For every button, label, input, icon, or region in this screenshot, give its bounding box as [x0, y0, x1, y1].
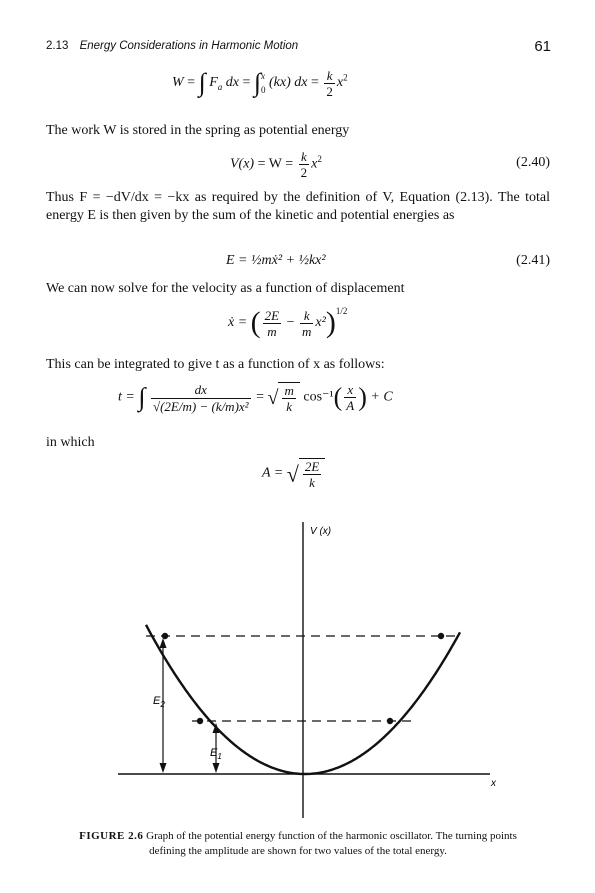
eq-term: m: [284, 383, 294, 398]
eq-term: dx: [151, 383, 251, 399]
paragraph-3: We can now solve for the velocity as a function of displacement: [46, 281, 405, 296]
sqrt-sign: √: [286, 461, 299, 487]
eq-term: x: [261, 71, 266, 81]
eq-term: =: [242, 75, 251, 91]
paragraph-4: This can be integrated to give t as a function of x as follows:: [46, 357, 385, 372]
equation-energy: E = ½mẋ² + ½kx²: [226, 253, 326, 268]
eq-term: x: [344, 383, 356, 398]
paragraph-1: The work W is stored in the spring as potential energy: [46, 123, 350, 138]
eq-term: 2: [326, 83, 333, 99]
y-axis-label: V (x): [310, 526, 332, 537]
eq-term: √(2E/m) − (k/m)x²: [152, 398, 249, 414]
equation-number-2-40: (2.40): [516, 155, 550, 170]
eq-term: x²: [315, 315, 326, 331]
eq-term: =: [187, 75, 196, 91]
turning-point-e2-left: [162, 633, 168, 639]
eq-term: a: [217, 82, 223, 93]
eq-term: 0: [261, 85, 266, 95]
eq-term: 2: [343, 72, 348, 83]
paragraph-5: in which: [46, 435, 95, 450]
x-axis-label: x: [491, 778, 496, 789]
eq-term: 2E: [304, 459, 320, 474]
eq-term: 2E: [264, 307, 280, 323]
eq-term: A: [346, 398, 355, 413]
eq-term: cos⁻¹: [303, 389, 334, 405]
integral-sign: ∫: [253, 68, 262, 97]
e1-arrow-down: [213, 763, 220, 773]
eq-term: dx: [225, 75, 239, 91]
eq-term: x: [336, 75, 344, 91]
e2-arrow-up: [160, 638, 167, 648]
eq-term: t =: [118, 389, 135, 405]
integral-sign: ∫: [138, 382, 146, 412]
eq-term: 2: [300, 165, 308, 180]
eq-term: ẋ =: [228, 315, 248, 331]
eq-term: x: [311, 156, 318, 172]
section-title: Energy Considerations in Harmonic Motion: [79, 40, 299, 52]
eq-term: k: [286, 399, 293, 414]
eq-term: =: [310, 75, 319, 91]
turning-point-e1-left: [197, 718, 203, 724]
figure-label: FIGURE 2.6: [79, 830, 144, 842]
eq-term: (kx) dx: [269, 75, 308, 91]
eq-term: k: [324, 69, 335, 84]
e2-arrow-down: [160, 763, 167, 773]
eq-term: + C: [370, 389, 393, 405]
eq-term: −: [286, 315, 295, 331]
eq-term: k: [300, 309, 313, 324]
paren-right: ): [358, 382, 367, 412]
e1-label: $E_1$: [210, 747, 222, 761]
page-number: 61: [534, 38, 551, 55]
eq-term: m: [267, 323, 277, 339]
paren-left: (: [333, 382, 343, 412]
figure-caption: [76, 829, 520, 859]
e2-label: $E_2$: [153, 695, 165, 709]
eq-term: V(x): [230, 156, 255, 172]
paren-left: (: [250, 306, 261, 339]
eq-term: =: [256, 389, 264, 405]
eq-term: W: [172, 75, 184, 91]
eq-term: = W =: [257, 156, 294, 172]
eq-term: F: [209, 75, 218, 91]
eq-term: m: [302, 323, 312, 339]
equation-number-2-41: (2.41): [516, 253, 550, 268]
sqrt-sign: √: [267, 387, 279, 409]
paragraph-2: Thus F = −dV/dx = −kx as required by the definition of V, Equation (2.13). The total energy E is then given by the sum of the kinetic and potential energies as: [46, 190, 550, 223]
eq-term: k: [309, 475, 315, 490]
paren-right: ): [325, 306, 336, 339]
caption-text: Graph of the potential energy function of the harmonic oscillator. The turning points defining the amplitude are shown for two values of the total energy.: [146, 830, 517, 857]
eq-term: A =: [262, 465, 284, 481]
eq-term: 1/2: [335, 306, 348, 316]
turning-point-e1-right: [387, 718, 393, 724]
eq-term: 2: [317, 154, 322, 165]
turning-point-e2-right: [438, 633, 444, 639]
integral-sign: ∫: [198, 68, 206, 97]
section-number: 2.13: [46, 40, 69, 52]
eq-term: k: [299, 150, 310, 165]
